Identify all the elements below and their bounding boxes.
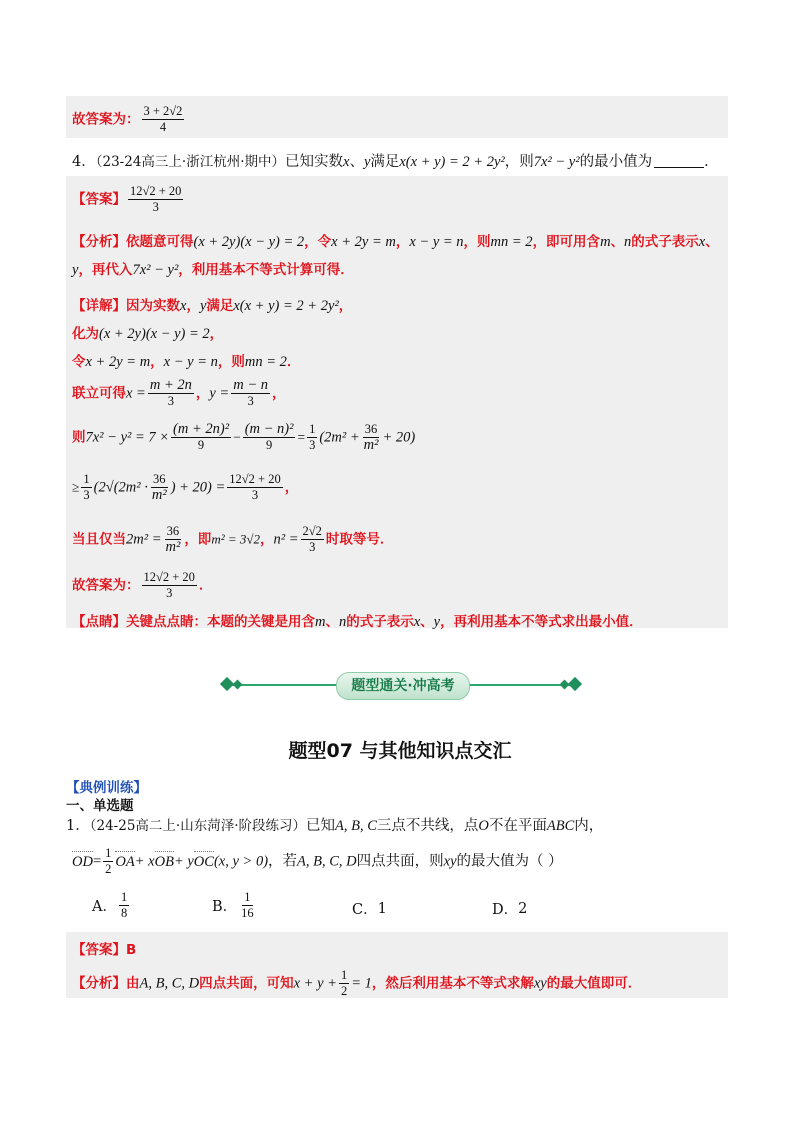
- subsection-title: 一、单选题: [66, 798, 134, 814]
- option-fraction: $\frac{1}{8}$: [120, 890, 128, 920]
- q1-answer-line: [72, 938, 730, 958]
- q4-detail-line4: [72, 378, 730, 409]
- math: x: [698, 234, 706, 250]
- text: 则: [72, 429, 86, 446]
- text: ，: [395, 234, 410, 250]
- math: x + 2y = m: [331, 234, 396, 250]
- text: 联立可得: [72, 385, 126, 402]
- analysis-label: 【分析】: [72, 975, 126, 992]
- text: 的最大值为（ ）: [456, 853, 563, 870]
- question-source: （24-25高二上·山东菏泽·阶段练习）: [89, 818, 306, 834]
- text: 、: [610, 234, 625, 250]
- vector-od: OD: [72, 853, 93, 870]
- fraction: $\frac{36}{\text{m²}}$: [165, 524, 181, 555]
- option-label: D．: [492, 902, 519, 918]
- answer-label: 【答案】: [72, 191, 126, 208]
- text: ，则: [217, 354, 245, 370]
- text: ，再利用基本不等式求出最小值．: [440, 614, 643, 630]
- text: 时取等号．: [325, 531, 394, 548]
- math: mn = 2: [244, 354, 287, 370]
- example-label: 【典例训练】: [66, 780, 147, 796]
- diamond-icon: [568, 677, 582, 691]
- text: 因为实数: [126, 298, 180, 314]
- math: A, B, C, D: [139, 975, 200, 992]
- math: x: [180, 298, 187, 314]
- answer-label: 故答案为：: [72, 111, 140, 128]
- text: ，: [284, 479, 299, 496]
- q4-detail-line6: [72, 472, 730, 503]
- math: + y: [173, 853, 194, 870]
- q4-comment-line: [72, 610, 730, 631]
- math: y: [72, 262, 79, 278]
- math: x − y = n: [163, 354, 218, 370]
- text: ．: [198, 577, 213, 594]
- math: y: [199, 298, 207, 314]
- fraction: $\frac{2√2}{3}$: [302, 524, 322, 554]
- math: x + 2y = m: [85, 354, 151, 370]
- stem-end: ．: [704, 154, 719, 170]
- math: −: [233, 429, 241, 445]
- text: 、: [420, 614, 434, 630]
- text: 满足: [206, 298, 234, 314]
- option-fraction: $\frac{1}{16}$: [241, 890, 254, 920]
- math: x(x + y) = 2 + 2y²: [233, 298, 339, 314]
- math: 7x² − y² = 7 ×: [85, 429, 170, 446]
- option-a[interactable]: [92, 890, 131, 921]
- text: ，则: [463, 234, 491, 250]
- option-label: B．: [212, 899, 238, 915]
- math: =: [92, 853, 102, 870]
- math: (x, y > 0): [213, 853, 269, 870]
- math: (x + 2y)(x − y) = 2: [99, 326, 210, 342]
- question-1-stem-line1: [66, 814, 730, 835]
- fraction: $\frac{12√2 + 20}{3}$: [229, 472, 281, 502]
- math: (2√(2m² ·: [93, 479, 148, 496]
- math: y =: [209, 385, 230, 402]
- text: ，: [338, 298, 353, 314]
- fraction: $\frac{1}{3}$: [309, 422, 316, 452]
- comment-label: 【点睛】: [72, 614, 126, 630]
- fraction: $\frac{m - n}{3}$: [233, 377, 268, 408]
- math: + 20): [382, 429, 416, 446]
- math: xy: [443, 853, 457, 870]
- q4-answer-line: [72, 184, 730, 215]
- text: 令: [72, 354, 86, 370]
- banner-title: 题型通关·冲高考: [336, 672, 470, 700]
- stem-text: 的最小值为: [579, 154, 653, 170]
- prev-answer-line: [72, 104, 730, 135]
- text: ，: [195, 385, 210, 402]
- target-expr: 7x² − y²: [533, 154, 580, 170]
- math: m: [315, 614, 326, 630]
- fraction: $\frac{1}{2}$: [105, 846, 112, 876]
- math: mn = 2: [490, 234, 533, 250]
- text: 不在平面: [488, 818, 547, 834]
- text: 已知: [306, 818, 335, 834]
- option-label: C．: [352, 902, 378, 918]
- detail-label: 【详解】: [72, 298, 126, 314]
- answer-value: B: [126, 942, 137, 958]
- stem-text: ，则: [504, 154, 534, 170]
- text: 当且仅当: [72, 531, 126, 548]
- option-b[interactable]: [212, 890, 258, 921]
- text: ，: [209, 326, 224, 342]
- text: ，: [260, 531, 274, 548]
- math: x + y +: [293, 975, 337, 992]
- text: 的最大值即可．: [546, 975, 642, 992]
- math: 2m² =: [126, 531, 162, 548]
- math: = 1: [351, 975, 372, 992]
- fraction: $\frac{36}{\text{m²}}$: [363, 422, 379, 453]
- vector-oc: OC: [193, 853, 214, 870]
- stem-text: 满足: [370, 154, 400, 170]
- answer-fraction: $\frac{12√2 + 20}{3}$: [130, 184, 182, 214]
- fraction: $\frac{\text{(m − n)²}}{9}$: [244, 421, 294, 452]
- diamond-icon: [233, 680, 243, 690]
- stem-sep: 、: [349, 154, 364, 170]
- text: ，若: [268, 853, 298, 870]
- text: 依题意可得: [126, 234, 194, 250]
- math: A, B, C, D: [297, 853, 357, 870]
- fraction: $\frac{\text{(m + 2n)²}}{9}$: [173, 421, 230, 452]
- question-number: 4．: [72, 154, 96, 170]
- vector-oa: OA: [115, 853, 135, 870]
- math: (2m² +: [319, 429, 360, 446]
- text: ，: [272, 385, 286, 402]
- condition-eq: x(x + y) = 2 + 2y²: [399, 154, 505, 170]
- option-label: A．: [92, 899, 117, 915]
- math: ) + 20) =: [170, 479, 226, 496]
- answer-label: 【答案】: [72, 942, 126, 958]
- math: x: [413, 614, 421, 630]
- q1-analysis-line: [72, 968, 730, 999]
- math: A, B, C: [335, 818, 377, 834]
- text: 三点不共线，点: [376, 818, 479, 834]
- text: ，: [150, 354, 164, 370]
- option-value: 2: [518, 900, 528, 917]
- answer-fraction: $\frac{3 + 2√2}{4}$: [143, 104, 183, 134]
- q4-analysis-line2: [72, 258, 730, 279]
- math: y: [433, 614, 441, 630]
- text: 内，: [574, 818, 604, 834]
- text: 、: [325, 614, 339, 630]
- section-banner: [212, 672, 590, 698]
- q4-detail-line7: [72, 524, 730, 555]
- diamond-icon: [560, 680, 570, 690]
- question-number: 1．: [66, 818, 90, 834]
- var-y: y: [363, 154, 371, 170]
- math: 7x² − y²: [132, 262, 179, 278]
- math: n² =: [273, 531, 299, 548]
- math: n: [338, 614, 347, 630]
- text: 化为: [72, 326, 99, 342]
- question-source: （23-24高三上·浙江杭州·期中）: [95, 154, 285, 170]
- text: 关键点点睛：本题的关键是用含: [126, 614, 315, 630]
- answer-blank: [654, 167, 704, 168]
- q4-detail-line5: [72, 422, 730, 453]
- math: m² = 3√2: [211, 531, 261, 547]
- math: n: [624, 234, 632, 250]
- text: 的式子表示: [631, 234, 699, 250]
- math: + x: [134, 853, 155, 870]
- text: 由: [126, 975, 140, 992]
- q4-analysis-line1: [72, 230, 730, 251]
- fraction: $\frac{36}{\text{m²}}$: [151, 472, 167, 503]
- text: ，令: [304, 234, 332, 250]
- fraction: $\frac{1}{2}$: [340, 968, 348, 998]
- text: ，即可用含: [532, 234, 601, 250]
- text: 故答案为：: [72, 577, 140, 594]
- math: O: [478, 818, 489, 834]
- text: ，即: [184, 531, 212, 548]
- math: ABC: [546, 818, 575, 834]
- option-value: 1: [377, 900, 387, 917]
- fraction: $\frac{m + 2n}{3}$: [149, 377, 192, 408]
- section-title: 题型07 与其他知识点交汇: [288, 740, 512, 762]
- q4-detail-line8: [72, 570, 730, 601]
- text: ，: [186, 298, 200, 314]
- vector-ob: OB: [154, 853, 174, 870]
- analysis-label: 【分析】: [72, 234, 126, 250]
- q4-detail-line3: [72, 350, 730, 371]
- text: 、: [705, 234, 719, 250]
- text: ，利用基本不等式计算可得．: [178, 262, 354, 278]
- var-x: x: [343, 154, 350, 170]
- math: =: [297, 429, 306, 445]
- math: x =: [126, 385, 146, 402]
- math: m: [600, 234, 611, 250]
- question-1-stem-line2: [72, 846, 730, 877]
- fraction: $\frac{1}{3}$: [83, 472, 90, 502]
- q4-detail-line2: [72, 322, 730, 343]
- math: (x + 2y)(x − y) = 2: [193, 234, 305, 250]
- text: 四点共面，可知: [199, 975, 294, 992]
- question-4-stem: [72, 150, 730, 171]
- text: ，再代入: [78, 262, 133, 278]
- text: ．: [286, 354, 301, 370]
- math: xy: [533, 975, 547, 992]
- option-c[interactable]: [352, 898, 387, 919]
- math: x − y = n: [409, 234, 464, 250]
- text: ，然后利用基本不等式求解: [371, 975, 534, 992]
- q4-detail-line1: [72, 294, 730, 315]
- fraction: $\frac{12√2 + 20}{3}$: [143, 570, 195, 600]
- option-d[interactable]: [492, 898, 527, 919]
- text: 四点共面，则: [356, 853, 444, 870]
- math: ≥: [72, 479, 80, 495]
- text: 的式子表示: [346, 614, 414, 630]
- stem-text: 已知实数: [285, 154, 343, 170]
